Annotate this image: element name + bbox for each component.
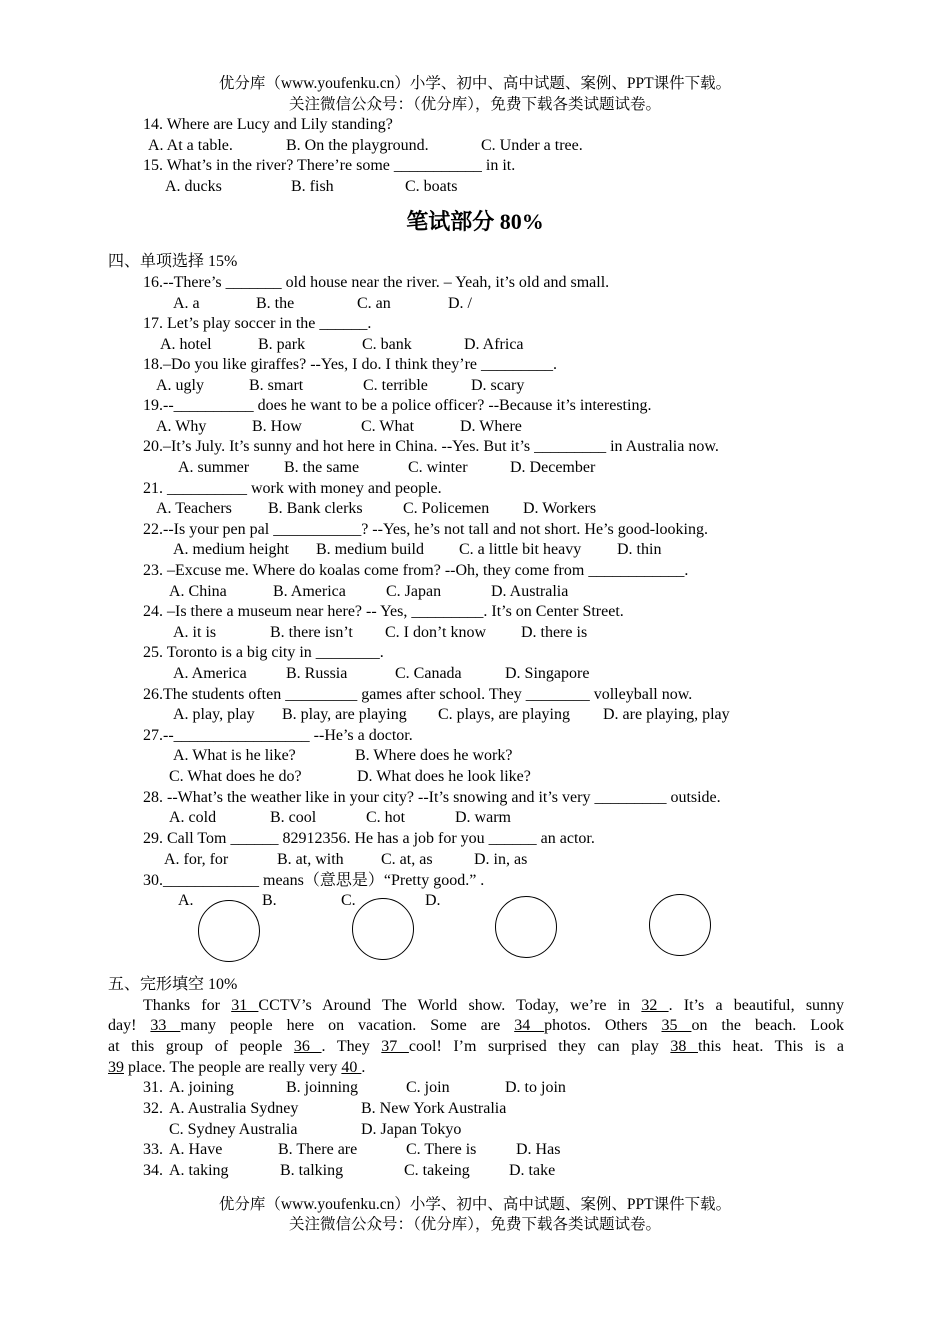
option: C. Canada	[395, 665, 462, 682]
option: B. talking	[280, 1162, 344, 1179]
written-part-title: 笔试部分 80%	[406, 209, 544, 234]
question-15: 15. What’s in the river? There’re some ___________ in it.	[143, 157, 516, 174]
cloze-line-3	[108, 1037, 844, 1057]
footer-site-line: 优分库（www.youfenku.cn）小学、初中、高中试题、案例、PPT课件下载。	[218, 1196, 732, 1213]
cloze-question-31	[0, 1078, 950, 1098]
option: B. joinning	[286, 1079, 359, 1096]
option: C. There is	[406, 1141, 477, 1158]
blank-39: 39	[108, 1059, 124, 1076]
option: A. At a table.	[148, 137, 233, 154]
option: C. boats	[405, 178, 458, 195]
blank-32: 32	[641, 997, 669, 1014]
option: D. December	[510, 459, 596, 476]
passage-text: CCTV’s Around The World show. Today, we’re in	[258, 997, 631, 1014]
option: A. taking	[169, 1162, 229, 1179]
question-26-options	[0, 705, 950, 725]
option: C. Policemen	[403, 500, 490, 517]
cloze-question-32-row1	[0, 1099, 950, 1119]
question-28-options	[0, 808, 950, 828]
option: D.	[425, 892, 441, 909]
cloze-line-2	[108, 1016, 844, 1036]
blank-36: 36	[293, 1038, 322, 1055]
option: C. terrible	[363, 377, 428, 394]
option: B. play, are playing	[282, 706, 407, 723]
question-21: 21. __________ work with money and people.	[143, 480, 442, 497]
option: A. hotel	[160, 336, 212, 353]
passage-text: at this group of people	[108, 1038, 283, 1055]
face-picture-b	[352, 898, 414, 960]
option: D. thin	[617, 541, 662, 558]
option: B. at, with	[277, 851, 344, 868]
question-30: 30.____________ means（意思是）“Pretty good.” .	[143, 872, 485, 889]
option: C. I don’t know	[385, 624, 487, 641]
option: D. Has	[516, 1141, 561, 1158]
passage-text: this heat. This is a	[697, 1038, 845, 1055]
question-23: 23. –Excuse me. Where do koalas come from? --Oh, they come from ____________.	[143, 562, 689, 579]
question-19: 19.--__________ does he want to be a police officer? --Because it’s interesting.	[143, 397, 652, 414]
question-22: 22.--Is your pen pal ___________? --Yes, he’s not tall and not short. He’s good-looking.	[143, 521, 708, 538]
option: C. Japan	[386, 583, 442, 600]
passage-text: many people here on vacation. Some are	[180, 1017, 501, 1034]
section-5-title: 五、完形填空 10%	[108, 976, 238, 993]
cloze-line-4	[108, 1058, 365, 1078]
option: A. Teachers	[156, 500, 232, 517]
header-wechat-line: 关注微信公众号：（优分库），免费下载各类试题试卷。	[288, 96, 661, 113]
option: A. cold	[169, 809, 217, 826]
option: D. Africa	[464, 336, 524, 353]
option: C. takeing	[404, 1162, 470, 1179]
option: B. the	[256, 295, 295, 312]
option: C. bank	[362, 336, 412, 353]
face-picture-d	[649, 894, 711, 956]
option: D. scary	[471, 377, 525, 394]
option: B. On the playground.	[286, 137, 429, 154]
option: B. fish	[291, 178, 334, 195]
footer-wechat-line: 关注微信公众号：（优分库），免费下载各类试题试卷。	[288, 1216, 661, 1233]
option: D. Workers	[523, 500, 597, 517]
question-15-options	[0, 177, 950, 197]
question-29: 29. Call Tom ______ 82912356. He has a job for you ______ an actor.	[143, 830, 595, 847]
option: D. Singapore	[505, 665, 590, 682]
option: C. a little bit heavy	[459, 541, 582, 558]
option: C.	[341, 892, 356, 909]
option: B. Where does he work?	[355, 747, 513, 764]
option: A.	[178, 892, 194, 909]
question-number: 31.	[143, 1079, 163, 1096]
option: B. America	[273, 583, 346, 600]
option: C. plays, are playing	[438, 706, 570, 723]
option: B.	[262, 892, 277, 909]
question-27-options-row1	[0, 746, 950, 766]
question-17: 17. Let’s play soccer in the ______.	[143, 315, 372, 332]
passage-text: place. The people are really very	[128, 1059, 338, 1076]
option: C. join	[406, 1079, 450, 1096]
question-22-options	[0, 540, 950, 560]
option: A. summer	[178, 459, 250, 476]
question-29-options	[0, 850, 950, 870]
option: C. an	[357, 295, 391, 312]
option: A. it is	[173, 624, 217, 641]
option: C. winter	[408, 459, 468, 476]
question-19-options	[0, 417, 950, 437]
cloze-line-1	[143, 996, 844, 1016]
question-18-options	[0, 376, 950, 396]
option: A. medium height	[173, 541, 289, 558]
option: A. Why	[156, 418, 207, 435]
option: C. Sydney Australia	[169, 1121, 298, 1138]
blank-35: 35	[661, 1017, 692, 1034]
option: D. there is	[521, 624, 588, 641]
option: B. Bank clerks	[268, 500, 363, 517]
option: B. the same	[284, 459, 360, 476]
question-16: 16.--There’s _______ old house near the river. – Yeah, it’s old and small.	[143, 274, 610, 291]
question-number: 32.	[143, 1100, 163, 1117]
option: C. What does he do?	[169, 768, 302, 785]
option: B. park	[258, 336, 306, 353]
option: A. ugly	[156, 377, 204, 394]
option: A. What is he like?	[173, 747, 296, 764]
option: D. to join	[505, 1079, 566, 1096]
question-18: 18.–Do you like giraffes? --Yes, I do. I think they’re _________.	[143, 356, 558, 373]
option: D. Japan Tokyo	[361, 1121, 462, 1138]
option: D. take	[509, 1162, 556, 1179]
passage-text: on the beach. Look	[691, 1017, 845, 1034]
question-number: 34.	[143, 1162, 163, 1179]
option: A. joining	[169, 1079, 234, 1096]
option: C. Under a tree.	[481, 137, 583, 154]
option: D. What does he look like?	[357, 768, 531, 785]
passage-text: cool! I’m surprised they can play	[408, 1038, 659, 1055]
option: B. smart	[249, 377, 304, 394]
blank-40: 40	[341, 1059, 362, 1076]
cloze-question-34	[0, 1161, 950, 1181]
question-20-options	[0, 458, 950, 478]
question-26: 26.The students often _________ games after school. They ________ volleyball now.	[143, 686, 693, 703]
option: A. China	[169, 583, 227, 600]
option: D. in, as	[474, 851, 528, 868]
passage-text: . They	[321, 1038, 370, 1055]
option: D. warm	[455, 809, 511, 826]
option: D. are playing, play	[603, 706, 730, 723]
blank-31: 31	[231, 997, 259, 1014]
option: A. Have	[169, 1141, 223, 1158]
passage-text: Thanks for	[143, 997, 220, 1014]
option: B. New York Australia	[361, 1100, 507, 1117]
question-24: 24. –Is there a museum near here? -- Yes, _________. It’s on Center Street.	[143, 603, 624, 620]
option: B. medium build	[316, 541, 424, 558]
blank-38: 38	[670, 1038, 698, 1055]
question-17-options	[0, 335, 950, 355]
option: A. ducks	[165, 178, 222, 195]
blank-33: 33	[150, 1017, 181, 1034]
option: D. Australia	[491, 583, 569, 600]
question-28: 28. --What’s the weather like in your city? --It’s snowing and it’s very _________ outside.	[143, 789, 721, 806]
option: A. play, play	[173, 706, 255, 723]
cloze-question-32-row2	[0, 1120, 950, 1140]
option: B. there isn’t	[270, 624, 353, 641]
option: D. /	[448, 295, 472, 312]
option: C. What	[361, 418, 415, 435]
question-23-options	[0, 582, 950, 602]
question-24-options	[0, 623, 950, 643]
option: C. hot	[366, 809, 406, 826]
question-14: 14. Where are Lucy and Lily standing?	[143, 116, 393, 133]
option: A. for, for	[164, 851, 229, 868]
question-21-options	[0, 499, 950, 519]
header-site-line: 优分库（www.youfenku.cn）小学、初中、高中试题、案例、PPT课件下载。	[218, 75, 732, 92]
option: B. How	[252, 418, 302, 435]
question-16-options	[0, 294, 950, 314]
passage-text: .	[361, 1059, 366, 1076]
question-14-options	[0, 136, 950, 156]
option: B. Russia	[286, 665, 348, 682]
blank-37: 37	[381, 1038, 409, 1055]
blank-34: 34	[514, 1017, 545, 1034]
question-27: 27.--_________________ --He’s a doctor.	[143, 727, 413, 744]
option: C. at, as	[381, 851, 433, 868]
option: A. America	[173, 665, 247, 682]
question-27-options-row2	[0, 767, 950, 787]
option: A. Australia Sydney	[169, 1100, 299, 1117]
passage-text: . It’s a beautiful, sunny	[668, 997, 845, 1014]
passage-text: photos. Others	[544, 1017, 648, 1034]
face-picture-c	[495, 896, 557, 958]
option: D. Where	[460, 418, 522, 435]
question-number: 33.	[143, 1141, 163, 1158]
passage-text: day!	[108, 1017, 137, 1034]
face-picture-a	[198, 900, 260, 962]
question-20: 20.–It’s July. It’s sunny and hot here in China. --Yes. But it’s _________ in Australia now.	[143, 438, 719, 455]
question-25-options	[0, 664, 950, 684]
section-4-title: 四、单项选择 15%	[108, 253, 238, 270]
option: B. cool	[270, 809, 317, 826]
option: A. a	[173, 295, 200, 312]
question-25: 25. Toronto is a big city in ________.	[143, 644, 384, 661]
cloze-question-33	[0, 1140, 950, 1160]
question-30-options	[0, 891, 950, 911]
option: B. There are	[278, 1141, 358, 1158]
